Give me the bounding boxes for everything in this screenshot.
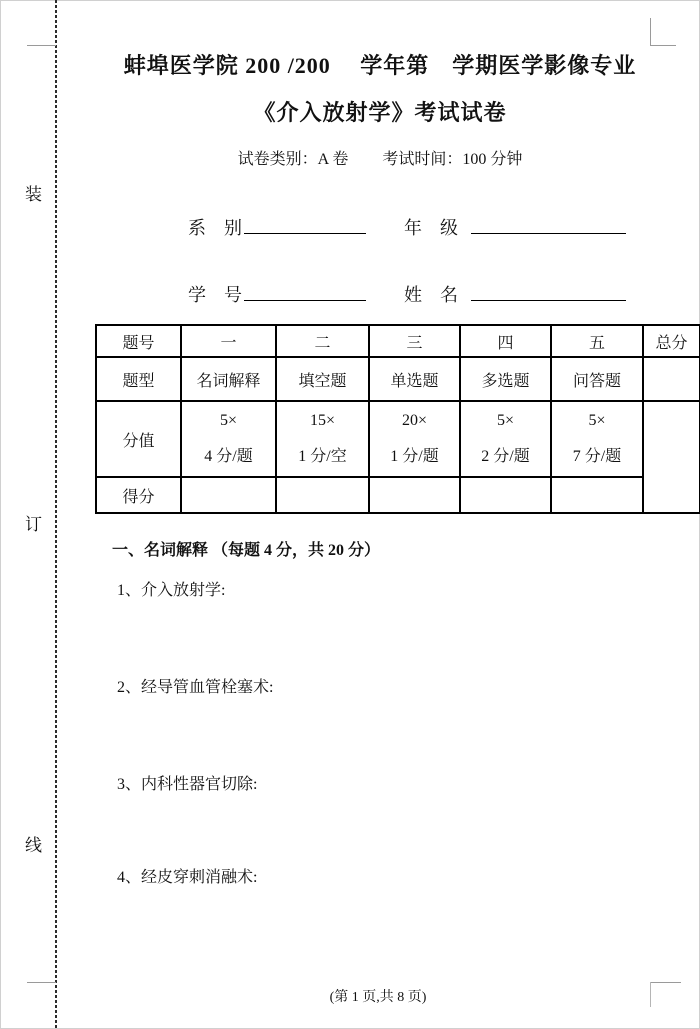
header-cell-total: 总分	[643, 325, 700, 357]
value-points: 7 分/题	[572, 448, 622, 465]
type-cell: 多选题	[460, 357, 551, 401]
value-count: 5×	[588, 412, 606, 429]
header-cell-five: 五	[551, 325, 643, 357]
department-blank	[244, 212, 366, 234]
exam-type-label: 试卷类别：A 卷	[237, 151, 349, 168]
crop-mark-bottom-left	[27, 982, 56, 983]
header-cell-question-no: 题号	[96, 325, 181, 357]
name-label: 姓 名	[404, 285, 458, 305]
exam-title-line1: 蚌埠医学院 200 /200 学年第 学期医学影像专业	[123, 53, 637, 78]
binding-char-xian: 线	[25, 836, 42, 855]
value-cell	[181, 401, 276, 477]
total-score-merged-cell	[643, 401, 700, 513]
binding-char-ding: 订	[25, 515, 42, 534]
score-table-score-row	[96, 477, 700, 513]
question-item-4: 4、经皮穿刺消融术:	[117, 869, 258, 886]
exam-meta-line	[60, 146, 700, 169]
student-info-row-1	[188, 212, 626, 240]
header-cell-four: 四	[460, 325, 551, 357]
value-count: 15×	[309, 412, 336, 429]
value-count: 5×	[496, 412, 515, 429]
type-cell: 名词解释	[181, 357, 276, 401]
type-cell-total-empty	[643, 357, 700, 401]
exam-time-label: 考试时间：100 分钟	[382, 151, 523, 168]
section-one-heading: 一、名词解释 （每题 4 分，共 20 分）	[112, 542, 381, 559]
value-cell	[276, 401, 369, 477]
value-points: 2 分/题	[481, 448, 530, 465]
type-cell: 单选题	[369, 357, 460, 401]
question-item-3: 3、内科性器官切除:	[117, 776, 258, 793]
header-cell-two: 二	[276, 325, 369, 357]
score-cell-empty	[276, 477, 369, 513]
score-cell-empty	[181, 477, 276, 513]
grade-label: 年 级	[404, 218, 458, 238]
page-number-footer: (第 1 页,共 8 页)	[329, 990, 427, 1005]
score-table-value-row	[96, 401, 700, 477]
score-cell-empty	[460, 477, 551, 513]
score-cell-empty	[551, 477, 643, 513]
student-id-blank	[244, 279, 366, 301]
row-label-score: 得分	[96, 477, 181, 513]
header-cell-three: 三	[369, 325, 460, 357]
grade-blank	[471, 212, 626, 234]
binding-dashed-line	[55, 0, 57, 1029]
student-id-label: 学 号	[188, 285, 242, 305]
student-info-row-2	[188, 279, 626, 307]
score-table-header-row	[96, 325, 700, 357]
value-cell	[460, 401, 551, 477]
value-points: 1 分/空	[298, 448, 347, 465]
value-cell	[551, 401, 643, 477]
type-cell: 问答题	[551, 357, 643, 401]
department-label: 系 别	[188, 218, 242, 238]
score-table	[95, 324, 700, 514]
crop-mark-top-left	[27, 45, 56, 46]
question-item-1: 1、介入放射学:	[117, 582, 226, 599]
value-points: 4 分/题	[204, 448, 253, 465]
exam-title-line2: 《介入放射学》考试试卷	[253, 100, 507, 125]
value-count: 20×	[401, 412, 428, 429]
question-item-2: 2、经导管血管栓塞术:	[117, 679, 274, 696]
score-table-type-row	[96, 357, 700, 401]
row-label-value: 分值	[96, 401, 181, 477]
row-label-type: 题型	[96, 357, 181, 401]
header-cell-one: 一	[181, 325, 276, 357]
score-cell-empty	[369, 477, 460, 513]
crop-mark-top-right-vertical	[650, 18, 651, 46]
crop-mark-top-right-horizontal	[650, 45, 676, 46]
name-blank	[471, 279, 626, 301]
value-points: 1 分/题	[390, 448, 439, 465]
value-cell	[369, 401, 460, 477]
crop-mark-bottom-right-horizontal	[650, 982, 681, 983]
binding-char-zhuang: 装	[25, 185, 42, 204]
type-cell: 填空题	[276, 357, 369, 401]
value-count: 5×	[219, 412, 238, 429]
